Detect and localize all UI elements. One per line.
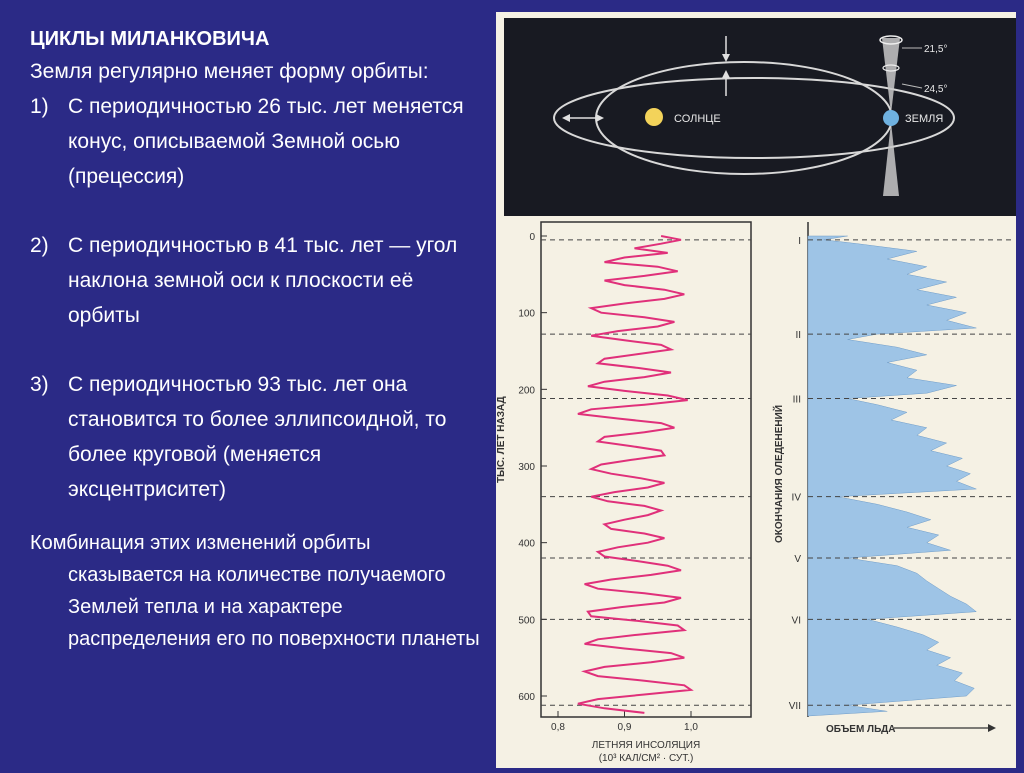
x-tick-label: 1,0 <box>684 722 698 733</box>
item-number: 2) <box>30 234 49 257</box>
insolation-series-line <box>578 236 691 713</box>
item-text: С периодичностью 93 тыс. лет она становится то более эллипсоидной, то более круговой (меняется эксцентриситет) <box>68 373 447 501</box>
sun-label: СОЛНЦЕ <box>674 113 721 125</box>
insolation-x-axis-label-line2: (10³ КАЛ/СМ² · СУТ.) <box>598 753 694 764</box>
glaciation-marker-label: III <box>792 394 801 406</box>
intro-text: Земля регулярно меняет форму орбиты: <box>30 60 429 83</box>
glaciation-marker-label: VII <box>788 701 801 713</box>
charts-area <box>496 218 1016 768</box>
ice-axis-arrow-head <box>988 724 996 732</box>
text-column <box>30 26 480 655</box>
list-item <box>30 228 480 333</box>
insolation-y-axis-label: ТЫС. ЛЕТ НАЗАД <box>496 396 507 483</box>
arrow-head-left <box>562 114 570 122</box>
earth-label: ЗЕМЛЯ <box>905 113 944 125</box>
angle-min-label: 21,5° <box>924 44 948 55</box>
angle-leader-bottom <box>902 84 922 88</box>
sun-icon <box>645 108 663 126</box>
slide-title: ЦИКЛЫ МИЛАНКОВИЧА <box>30 28 270 50</box>
insolation-x-axis-label-line1: ЛЕТНЯЯ ИНСОЛЯЦИЯ <box>591 740 701 751</box>
list-item <box>30 367 480 507</box>
x-tick-label: 0,8 <box>551 722 565 733</box>
arrow-head-up <box>722 70 730 78</box>
charts-svg <box>496 218 1016 768</box>
conclusion-text: Комбинация этих изменений орбиты сказывается на количестве получаемого Землей тепла и на характере распределения его по поверхности планеты <box>30 532 480 650</box>
glaciation-marker-label: V <box>794 554 801 565</box>
y-tick-label: 400 <box>518 538 535 550</box>
item-text: С периодичностью 26 тыс. лет меняется конус, описываемой Земной осью (прецессия) <box>68 95 464 188</box>
glaciation-markers <box>789 236 802 712</box>
glaciation-marker-label: I <box>798 235 801 247</box>
y-tick-label: 0 <box>529 232 535 243</box>
y-tick-label: 500 <box>518 615 535 627</box>
left-gridlines <box>541 240 751 705</box>
ice-y-axis-label: ОКОНЧАНИЯ ОЛЕДЕНЕНИЙ <box>774 404 785 543</box>
arrow-head-down <box>722 54 730 62</box>
y-tick-label: 600 <box>518 692 535 703</box>
insolation-y-ticks <box>518 232 547 703</box>
insolation-chart-frame <box>541 222 751 717</box>
insolation-x-ticks <box>551 711 698 733</box>
angle-max-label: 24,5° <box>924 84 948 95</box>
y-tick-label: 100 <box>518 308 535 320</box>
glaciation-marker-label: II <box>795 330 801 342</box>
earth-icon <box>883 110 899 126</box>
y-tick-label: 300 <box>518 462 535 473</box>
precession-cone-top <box>882 38 900 114</box>
ice-x-axis-label: ОБЪЕМ ЛЬДА <box>826 724 896 735</box>
orbit-svg <box>504 18 1016 216</box>
orbit-diagram <box>504 18 1016 216</box>
figure-panel <box>496 12 1016 768</box>
glaciation-marker-label: IV <box>791 492 801 504</box>
y-tick-label: 200 <box>518 385 535 397</box>
item-text: С периодичностью в 41 тыс. лет — угол наклона земной оси к плоскости её орбиты <box>68 234 458 327</box>
glaciation-marker-label: VI <box>791 615 801 627</box>
item-number: 3) <box>30 373 49 396</box>
arrow-head-right <box>596 114 604 122</box>
x-tick-label: 0,9 <box>617 722 632 733</box>
item-number: 1) <box>30 95 49 118</box>
list-item <box>30 89 480 194</box>
